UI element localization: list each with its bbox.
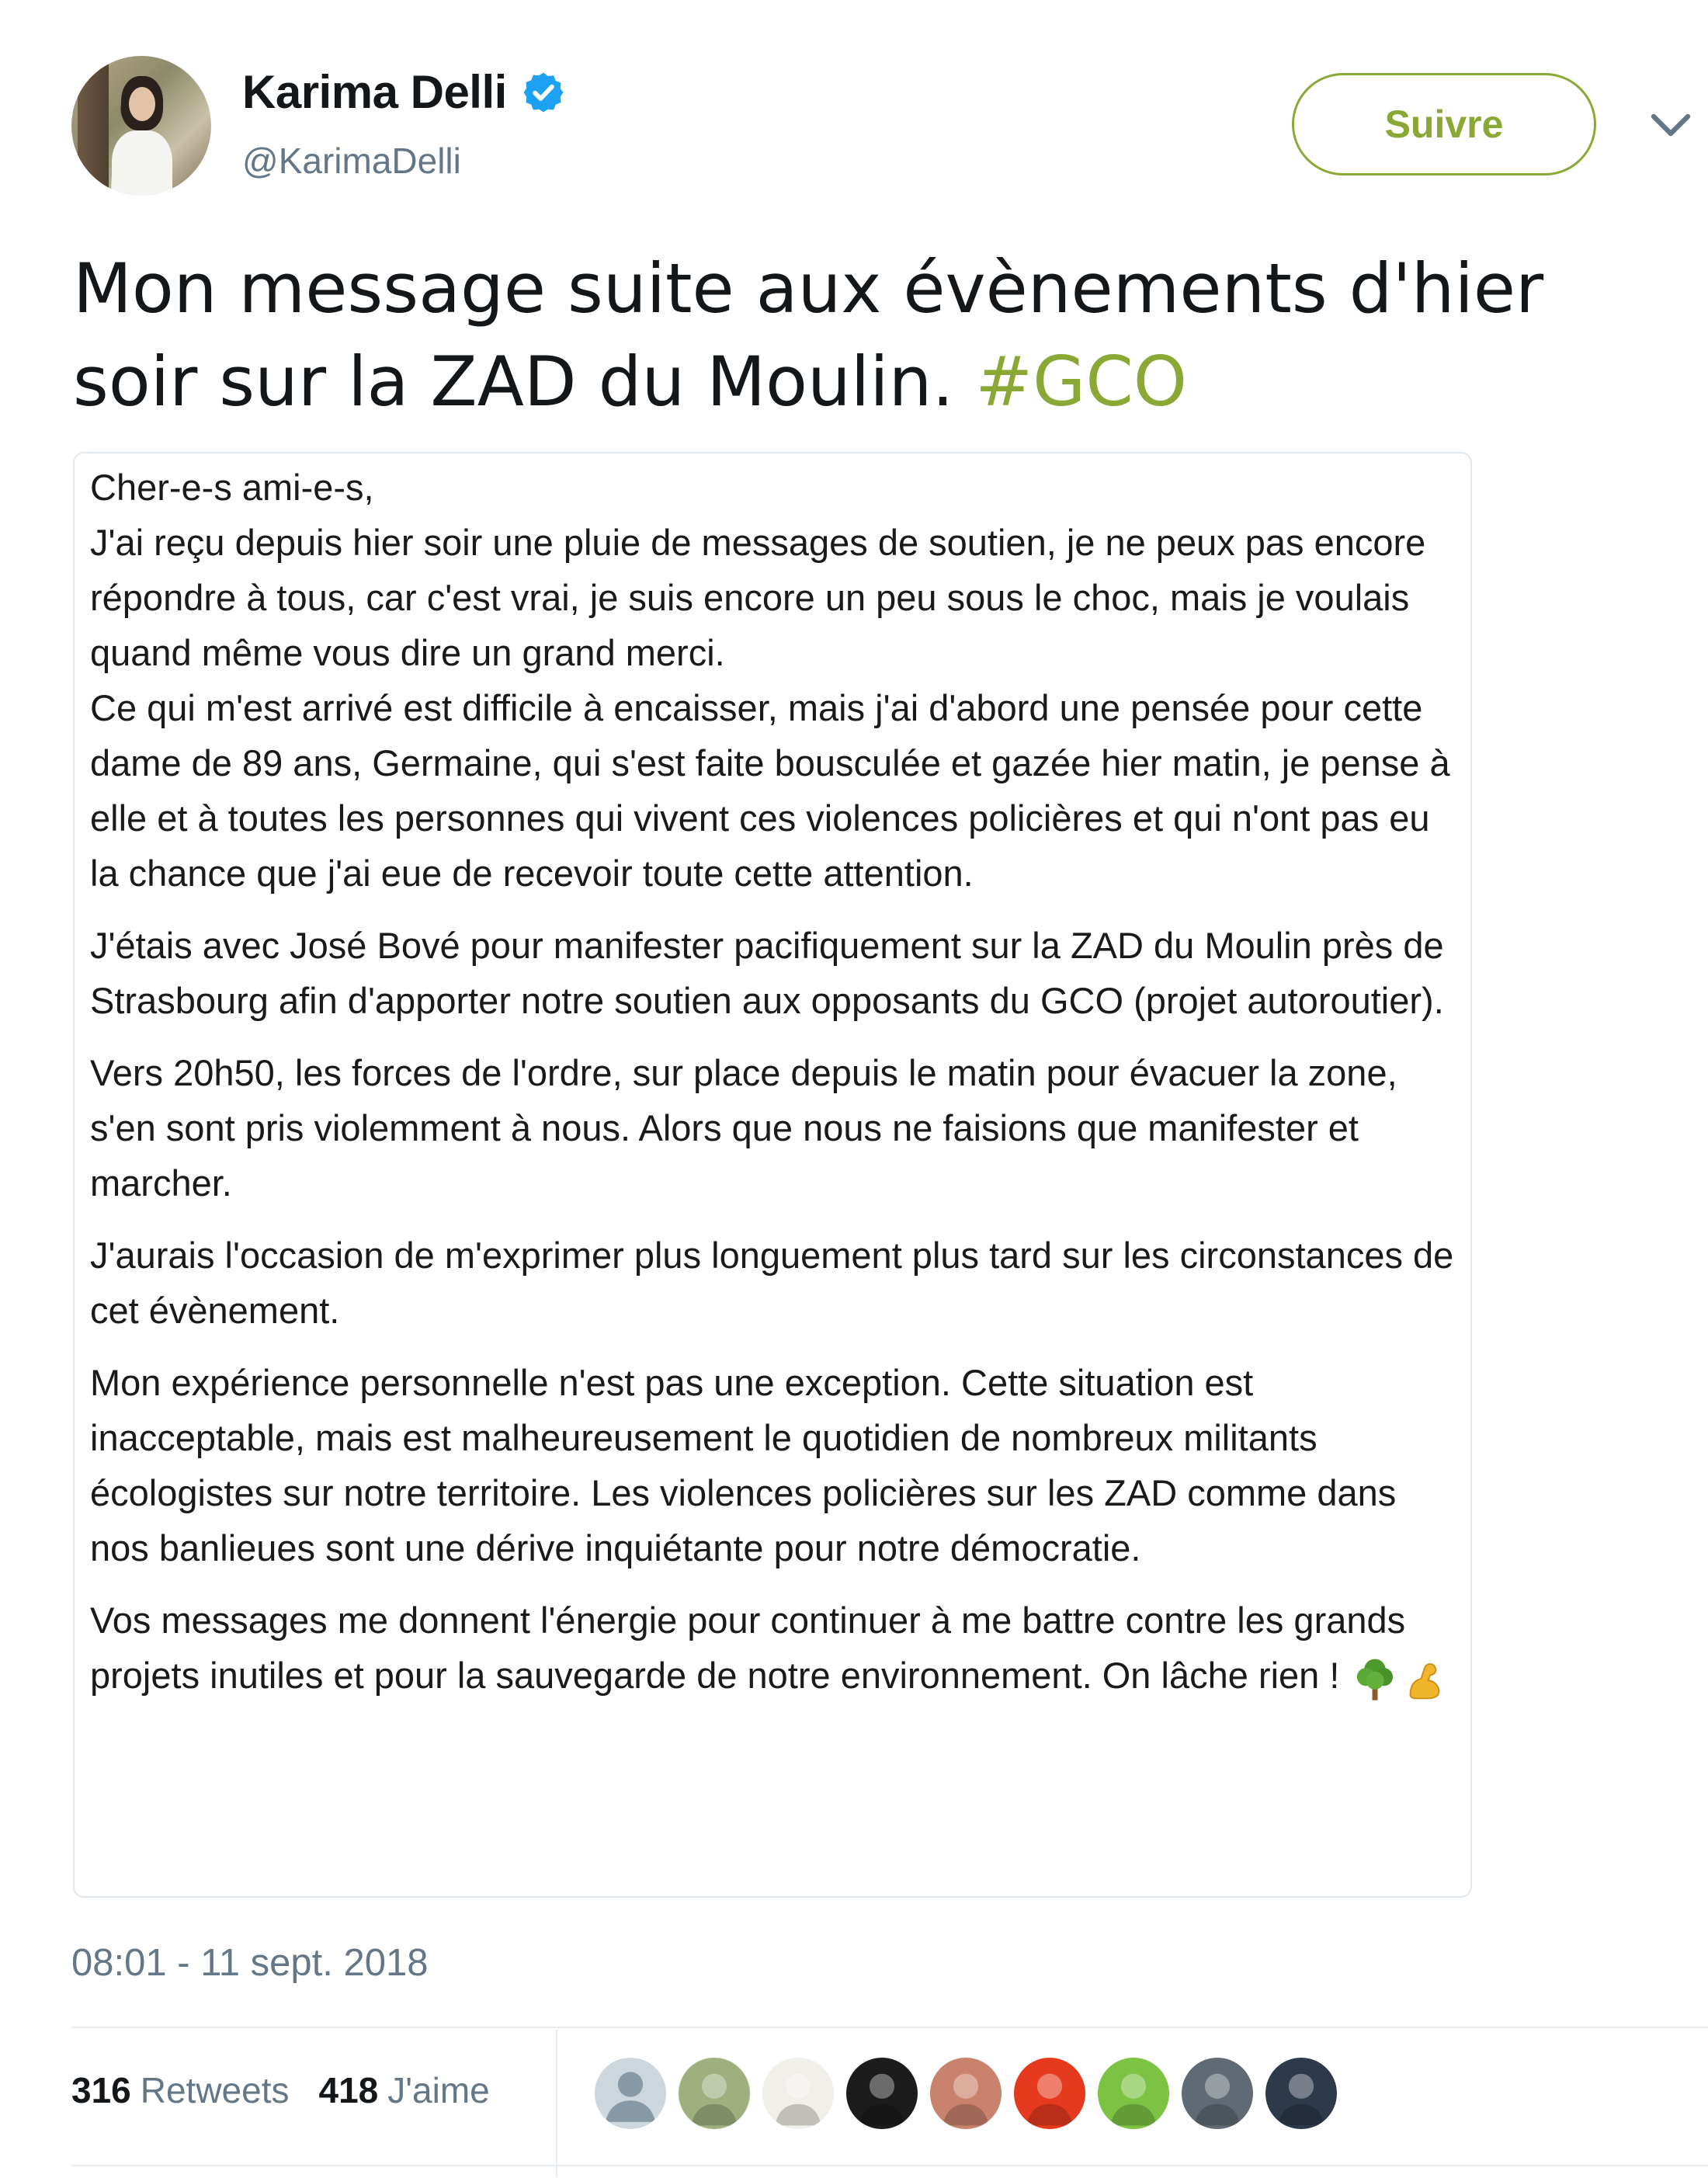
letter-last-paragraph bbox=[90, 1593, 1464, 1703]
author-display-name[interactable]: Karima Delli bbox=[242, 66, 507, 118]
liker-avatar[interactable] bbox=[930, 2058, 1002, 2129]
liker-avatar[interactable] bbox=[679, 2058, 750, 2129]
retweets-stat[interactable] bbox=[71, 2069, 290, 2111]
verified-badge-icon bbox=[521, 70, 566, 115]
hashtag-link[interactable]: #GCO bbox=[975, 342, 1188, 422]
letter-paragraph: Vers 20h50, les forces de l'ordre, sur place depuis le matin pour évacuer la zone, s'en sont pris violemment à nous. Alors que nous ne faisions que manifester et marcher. bbox=[90, 1052, 1397, 1204]
liker-avatar[interactable] bbox=[1265, 2058, 1337, 2129]
liker-avatar[interactable] bbox=[1014, 2058, 1085, 2129]
tweet-text bbox=[73, 242, 1626, 429]
letter-paragraph: Vos messages me donnent l'énergie pour continuer à me battre contre les grands projets inutiles et pour la sauvegarde de notre environnement. On lâche rien ! bbox=[90, 1600, 1406, 1696]
liker-avatars bbox=[595, 2058, 1349, 2129]
flexed-biceps-icon bbox=[1403, 1655, 1446, 1702]
letter-paragraph: Ce qui m'est arrivé est difficile à encaisser, mais j'ai d'abord une pensée pour cette dame de 89 ans, Germaine, qui s'est faite bousculée et gazée hier matin, je pense à elle et à toutes les personnes qui vivent ces violences policières et qui n'ont pas eu la chance que j'ai eue de recevoir toute cette attention. bbox=[90, 687, 1450, 894]
author-handle[interactable]: @KarimaDelli bbox=[242, 141, 461, 181]
letter-text bbox=[90, 460, 1464, 1703]
attached-image[interactable] bbox=[73, 452, 1472, 1898]
likes-count: 418 bbox=[318, 2070, 379, 2110]
author-avatar[interactable] bbox=[71, 56, 211, 196]
tree-icon bbox=[1353, 1655, 1397, 1702]
follow-button[interactable]: Suivre bbox=[1292, 73, 1596, 175]
emoji-row bbox=[1347, 1655, 1446, 1702]
engagement-stats bbox=[71, 2069, 490, 2111]
chevron-down-icon[interactable] bbox=[1649, 110, 1692, 141]
divider bbox=[71, 2165, 1708, 2166]
letter-paragraph: J'ai reçu depuis hier soir une pluie de messages de soutien, je ne peux pas encore répondre à tous, car c'est vrai, je suis encore un peu sous le choc, mais je voulais quand même vous dire un grand merci. bbox=[90, 522, 1426, 673]
liker-avatar[interactable] bbox=[762, 2058, 834, 2129]
tweet-body: Mon message suite aux évènements d'hier soir sur la ZAD du Moulin. bbox=[73, 248, 1544, 422]
letter-paragraph: J'aurais l'occasion de m'exprimer plus longuement plus tard sur les circonstances de cet évènement. bbox=[90, 1235, 1454, 1331]
tweet-timestamp[interactable]: 08:01 - 11 sept. 2018 bbox=[71, 1942, 429, 1984]
likes-label: J'aime bbox=[387, 2070, 490, 2110]
letter-greeting: Cher-e-s ami-e-s, bbox=[90, 467, 374, 508]
liker-avatar[interactable] bbox=[1098, 2058, 1169, 2129]
letter-paragraph: Mon expérience personnelle n'est pas une exception. Cette situation est inacceptable, mais est malheureusement le quotidien de nombreux militants écologistes sur notre territoire. Les violences policières sur les ZAD comme dans nos banlieues sont une dérive inquiétante pour notre démocratie. bbox=[90, 1362, 1397, 1568]
liker-avatar[interactable] bbox=[846, 2058, 918, 2129]
likes-stat[interactable] bbox=[319, 2069, 490, 2111]
default-avatar-icon[interactable] bbox=[595, 2058, 666, 2129]
stats-divider bbox=[556, 2030, 557, 2177]
author-name-row[interactable] bbox=[242, 65, 566, 119]
retweets-count: 316 bbox=[71, 2070, 131, 2110]
retweets-label: Retweets bbox=[140, 2070, 290, 2110]
liker-avatar[interactable] bbox=[1182, 2058, 1253, 2129]
divider bbox=[71, 2027, 1708, 2028]
letter-paragraph: J'étais avec José Bové pour manifester pacifiquement sur la ZAD du Moulin près de Strasbourg afin d'apporter notre soutien aux opposants du GCO (projet autoroutier). bbox=[90, 925, 1444, 1021]
